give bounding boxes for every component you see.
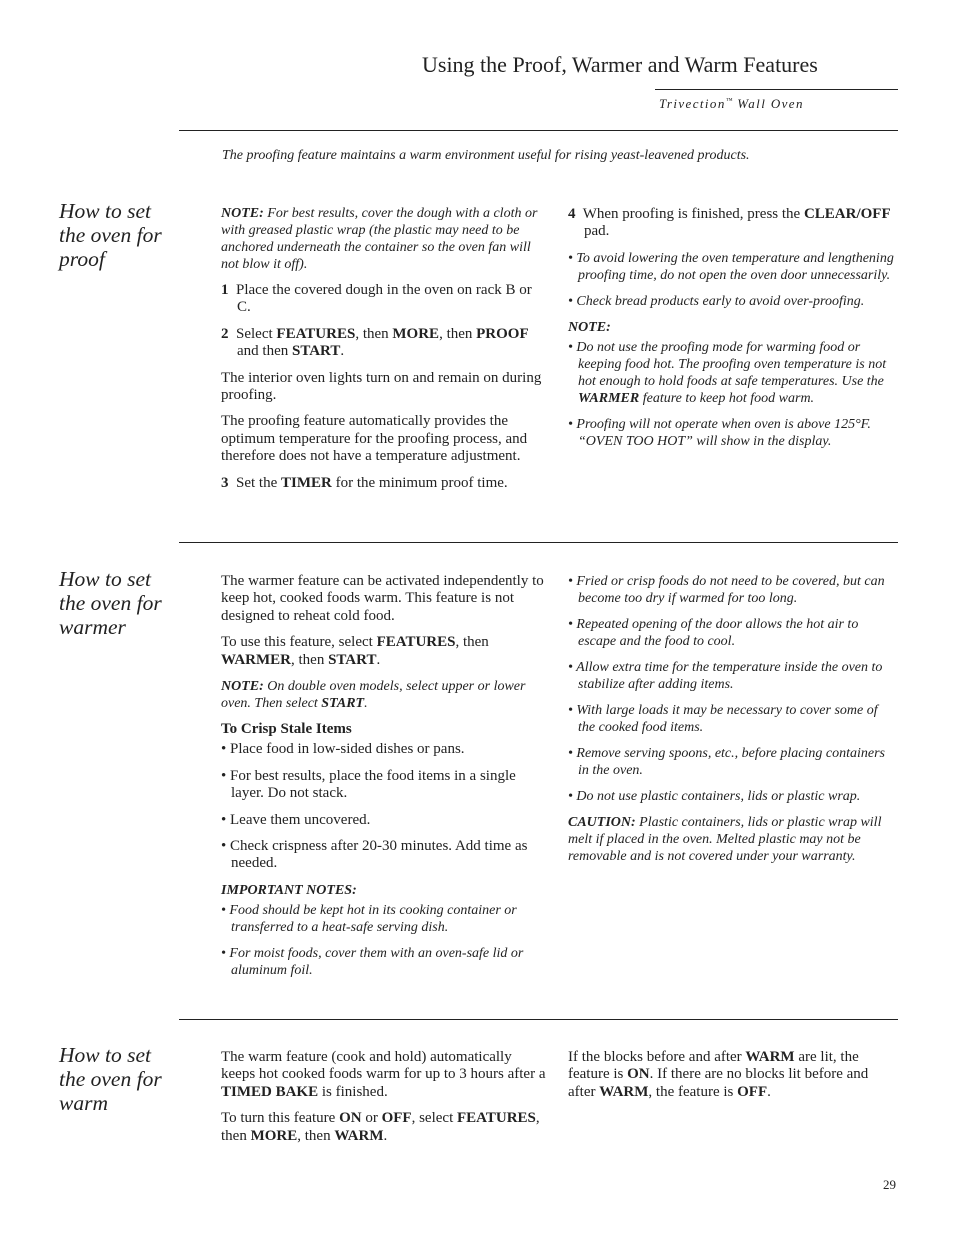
section-divider [179, 130, 898, 131]
warmer-left-column [221, 573, 549, 988]
important-note: • For moist foods, cover them with an oven-safe lid or aluminum foil. [221, 945, 524, 978]
warmer-tip: • With large loads it may be necessary to cover some of the cooked food items. [568, 703, 878, 735]
proof-step-3: 3 Set the TIMER for the minimum proof time. [221, 474, 508, 491]
proof-tip-check: • Check bread products early to avoid over-proofing. [568, 293, 865, 309]
warm-heading: How to set the oven for warm [59, 1043, 162, 1115]
crisp-bullet: • Place food in low-sided dishes or pans. [221, 741, 465, 758]
proof-step-4: 4 When proofing is finished, press the CLEAR/OFF pad. [568, 206, 891, 240]
proof-note2-bullet-1: • Do not use the proofing mode for warming food or keeping food hot. The proofing oven temperature is not hot enough to hold foods at safe temperatures. Use the WARMER feature to keep hot food warm. [568, 339, 887, 406]
warmer-note: NOTE: On double oven models, select upper or lower oven. Then select START. [221, 679, 526, 712]
warmer-heading: How to set the oven for warmer [59, 567, 162, 639]
warm-left-column [221, 1049, 549, 1154]
warmer-use-text: To use this feature, select FEATURES, then WARMER, then START. [221, 634, 489, 668]
proof-right-column [568, 206, 896, 459]
trademark-symbol: ™ [725, 96, 733, 105]
warmer-tip: • Fried or crisp foods do not need to be covered, but can become too dry if warmed for too long. [568, 574, 885, 606]
section-divider [179, 542, 898, 543]
crisp-bullet: • Check crispness after 20-30 minutes. Add time as needed. [221, 838, 528, 872]
proof-note2-label: NOTE: [568, 319, 611, 335]
proof-lights-text: The interior oven lights turn on and remain on during proofing. [221, 369, 542, 404]
warmer-right-column [568, 573, 896, 874]
proof-step-2: 2 Select FEATURES, then MORE, then PROOF and then START. [221, 325, 529, 360]
warmer-caution: CAUTION: Plastic containers, lids or plastic wrap will melt if placed in the oven. Melted plastic may not be removable and is not covered under your warranty. [568, 815, 882, 864]
proof-temperature-text: The proofing feature automatically provides the optimum temperature for the proofing process, and therefore does not have a temperature adjustment. [221, 413, 528, 465]
proof-tip-door: • To avoid lowering the oven temperature and lengthening proofing time, do not open the oven door unnecessarily. [568, 250, 894, 283]
model-name: Trivection™ Wall Oven [659, 96, 804, 111]
crisp-bullet: • Leave them uncovered. [221, 811, 371, 828]
important-notes-label: IMPORTANT NOTES: [221, 882, 357, 898]
warm-toggle-text: To turn this feature ON or OFF, select FEATURES, then MORE, then WARM. [221, 1110, 540, 1144]
title-rule [655, 89, 898, 90]
warm-intro: The warm feature (cook and hold) automatically keeps hot cooked foods warm for up to 3 hours after a TIMED BAKE is finished. [221, 1049, 546, 1100]
page-number: 29 [883, 1177, 896, 1192]
important-note: • Food should be kept hot in its cooking container or transferred to a heat-safe serving dish. [221, 902, 517, 935]
warmer-intro: The warmer feature can be activated independently to keep hot, cooked foods warm. This feature is not designed to reheat cold food. [221, 573, 544, 624]
page-title: Using the Proof, Warmer and Warm Features [422, 52, 818, 77]
section-divider [179, 1019, 898, 1020]
proof-note2-bullet-2: • Proofing will not operate when oven is above 125°F. “OVEN TOO HOT” will show in the display. [568, 416, 871, 449]
crisp-bullet: • For best results, place the food items in a single layer. Do not stack. [221, 767, 516, 802]
proof-step-1: 1 Place the covered dough in the oven on rack B or C. [221, 282, 532, 316]
warmer-tip: • Repeated opening of the door allows the hot air to escape and the food to cool. [568, 617, 859, 649]
warm-right-column [568, 1049, 896, 1110]
warmer-tip: • Allow extra time for the temperature inside the oven to stabilize after adding items. [568, 660, 883, 692]
proof-note: NOTE: For best results, cover the dough with a cloth or with greased plastic wrap (the plastic may need to be anchored underneath the container so the oven fan will not blow it off). [221, 206, 538, 272]
warmer-tip: • Do not use plastic containers, lids or plastic wrap. [568, 789, 861, 804]
proof-heading: How to set the oven for proof [59, 199, 162, 271]
proof-left-column [221, 205, 549, 501]
crisp-heading: To Crisp Stale Items [221, 721, 352, 738]
warm-status-text: If the blocks before and after WARM are lit, the feature is ON. If there are no blocks lit before and after WARM, the feature is OFF. [568, 1049, 869, 1100]
intro-text: The proofing feature maintains a warm environment useful for rising yeast-leavened products. [222, 148, 750, 163]
warmer-tip: • Remove serving spoons, etc., before placing containers in the oven. [568, 746, 885, 778]
